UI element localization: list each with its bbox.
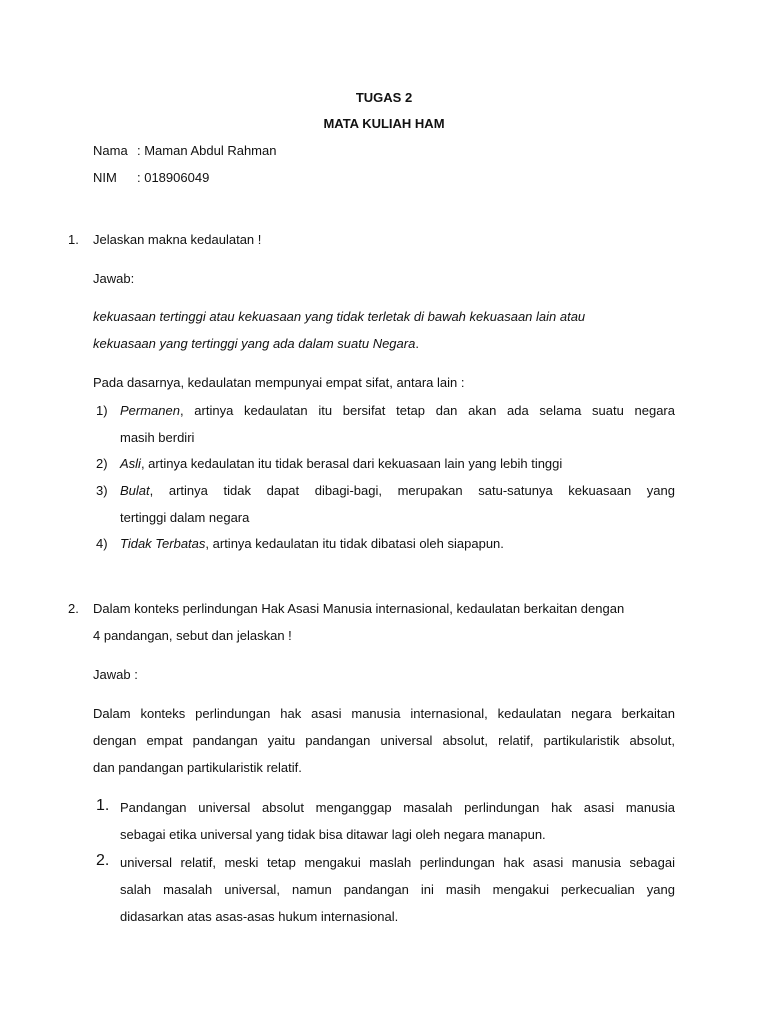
q2-question-line2: 4 pandangan, sebut dan jelaskan ! [93,628,292,643]
q2-item-1-num: 1. [96,797,110,814]
q1-definition-end: . [415,336,419,351]
q1-answer-label: Jawab: [93,271,135,286]
q1-item-3-term: Bulat [120,483,150,498]
name-value: : Maman Abdul Rahman [137,143,277,158]
q2-item-2-line3: didasarkan atas asas-asas hukum internasional. [120,909,399,924]
q1-item-2-term: Asli [120,456,141,471]
q1-number: 1. [68,232,79,247]
name-label: Nama [93,143,128,158]
q2-item-2-line1: universal relatif, meski tetap mengakui maslah perlindungan hak asasi manusia sebagai [120,855,675,870]
q1-item-1-term: Permanen [120,403,180,418]
q1-definition-line2 [93,336,419,351]
q2-para-line3: dan pandangan partikularistik relatif. [93,760,302,775]
q1-item-1-num: 1) [96,403,108,418]
nim-value: : 018906049 [137,170,210,185]
q2-number: 2. [68,601,79,616]
q2-item-1-line2: sebagai etika universal yang tidak bisa ditawar lagi oleh negara manapun. [120,827,546,842]
q1-item-3-num: 3) [96,483,108,498]
q1-item-4-term: Tidak Terbatas [120,536,206,551]
q2-para-line1: Dalam konteks perlindungan hak asasi manusia internasional, kedaulatan negara berkaitan [93,706,675,721]
q2-answer-label: Jawab : [93,667,138,682]
q2-para-line2: dengan empat pandangan yaitu pandangan universal absolut, relatif, partikularistik absolut, [93,733,675,748]
nim-label: NIM [93,170,117,185]
q1-item-4-num: 4) [96,536,108,551]
q1-item-1-line2: masih berdiri [120,430,195,445]
document-subtitle: MATA KULIAH HAM [323,116,445,131]
q2-item-2-line2: salah masalah universal, namun pandangan ini masih mengakui perkecualian yang [120,882,675,897]
q1-intro: Pada dasarnya, kedaulatan mempunyai empat sifat, antara lain : [93,375,465,390]
document-title: TUGAS 2 [355,90,413,105]
q1-definition-line1: kekuasaan tertinggi atau kekuasaan yang tidak terletak di bawah kekuasaan lain atau [93,309,586,324]
q2-item-1-line1: Pandangan universal absolut menganggap masalah perlindungan hak asasi manusia [120,800,675,815]
q1-item-2-line1: Asli, artinya kedaulatan itu tidak berasal dari kekuasaan lain yang lebih tinggi [120,456,563,471]
q1-item-2-num: 2) [96,456,108,471]
q1-definition-text: kekuasaan yang tertinggi yang ada dalam suatu Negara [93,336,416,351]
q1-item-3-line2: tertinggi dalam negara [120,510,250,525]
q1-question: Jelaskan makna kedaulatan ! [93,232,262,247]
q1-item-3-line1: Bulat, artinya tidak dapat dibagi-bagi, merupakan satu-satunya kekuasaan yang [120,483,675,498]
q1-item-4-line1: Tidak Terbatas, artinya kedaulatan itu tidak dibatasi oleh siapapun. [120,536,504,551]
q2-item-2-num: 2. [96,852,110,869]
q2-question-line1: Dalam konteks perlindungan Hak Asasi Manusia internasional, kedaulatan berkaitan dengan [93,601,625,616]
q1-item-1-line1: Permanen, artinya kedaulatan itu bersifat tetap dan akan ada selama suatu negara [120,403,675,418]
